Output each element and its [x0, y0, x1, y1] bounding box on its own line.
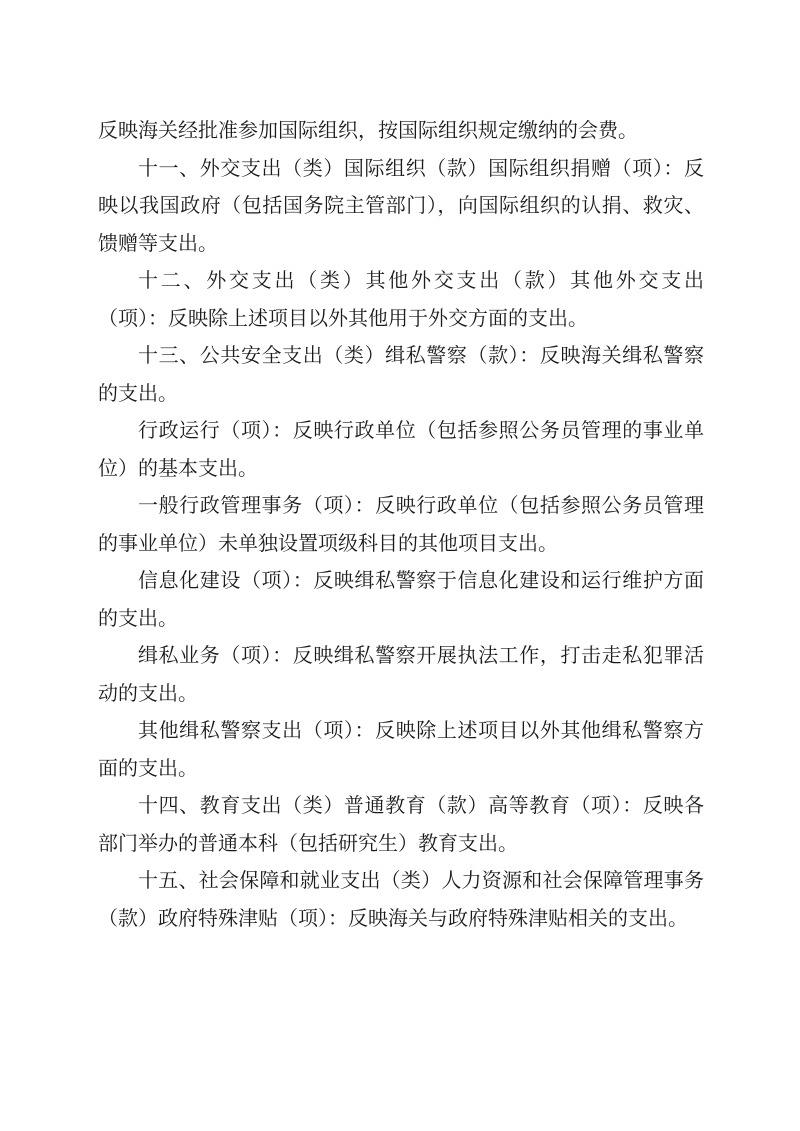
paragraph-item-15: 十五、社会保障和就业支出（类）人力资源和社会保障管理事务（款）政府特殊津贴（项）：反映海关与政府特殊津贴相关的支出。	[98, 868, 704, 930]
paragraph-item-14: 十四、教育支出（类）普通教育（款）高等教育（项）：反映各部门举办的普通本科（包括研究生）教育支出。	[98, 793, 704, 855]
paragraph-anti-smuggling-business: 缉私业务（项）：反映缉私警察开展执法工作，打击走私犯罪活动的支出。	[98, 643, 704, 705]
document-body	[98, 112, 704, 937]
paragraph-item-11: 十一、外交支出（类）国际组织（款）国际组织捐赠（项）：反映以我国政府（包括国务院主管部门），向国际组织的认捐、救灾、馈赠等支出。	[98, 155, 704, 255]
paragraph-administrative-operation: 行政运行（项）：反映行政单位（包括参照公务员管理的事业单位）的基本支出。	[98, 418, 704, 480]
paragraph-item-12: 十二、外交支出（类）其他外交支出（款）其他外交支出（项）：反映除上述项目以外其他用于外交方面的支出。	[98, 268, 704, 330]
paragraph-other-anti-smuggling: 其他缉私警察支出（项）：反映除上述项目以外其他缉私警察方面的支出。	[98, 718, 704, 780]
paragraph-general-administration: 一般行政管理事务（项）：反映行政单位（包括参照公务员管理的事业单位）未单独设置项级科目的其他项目支出。	[98, 493, 704, 555]
paragraph-membership-fees: 反映海关经批准参加国际组织，按国际组织规定缴纳的会费。	[98, 118, 638, 142]
paragraph-item-13: 十三、公共安全支出（类）缉私警察（款）：反映海关缉私警察的支出。	[98, 343, 704, 405]
paragraph-informatization: 信息化建设（项）：反映缉私警察于信息化建设和运行维护方面的支出。	[98, 568, 704, 630]
